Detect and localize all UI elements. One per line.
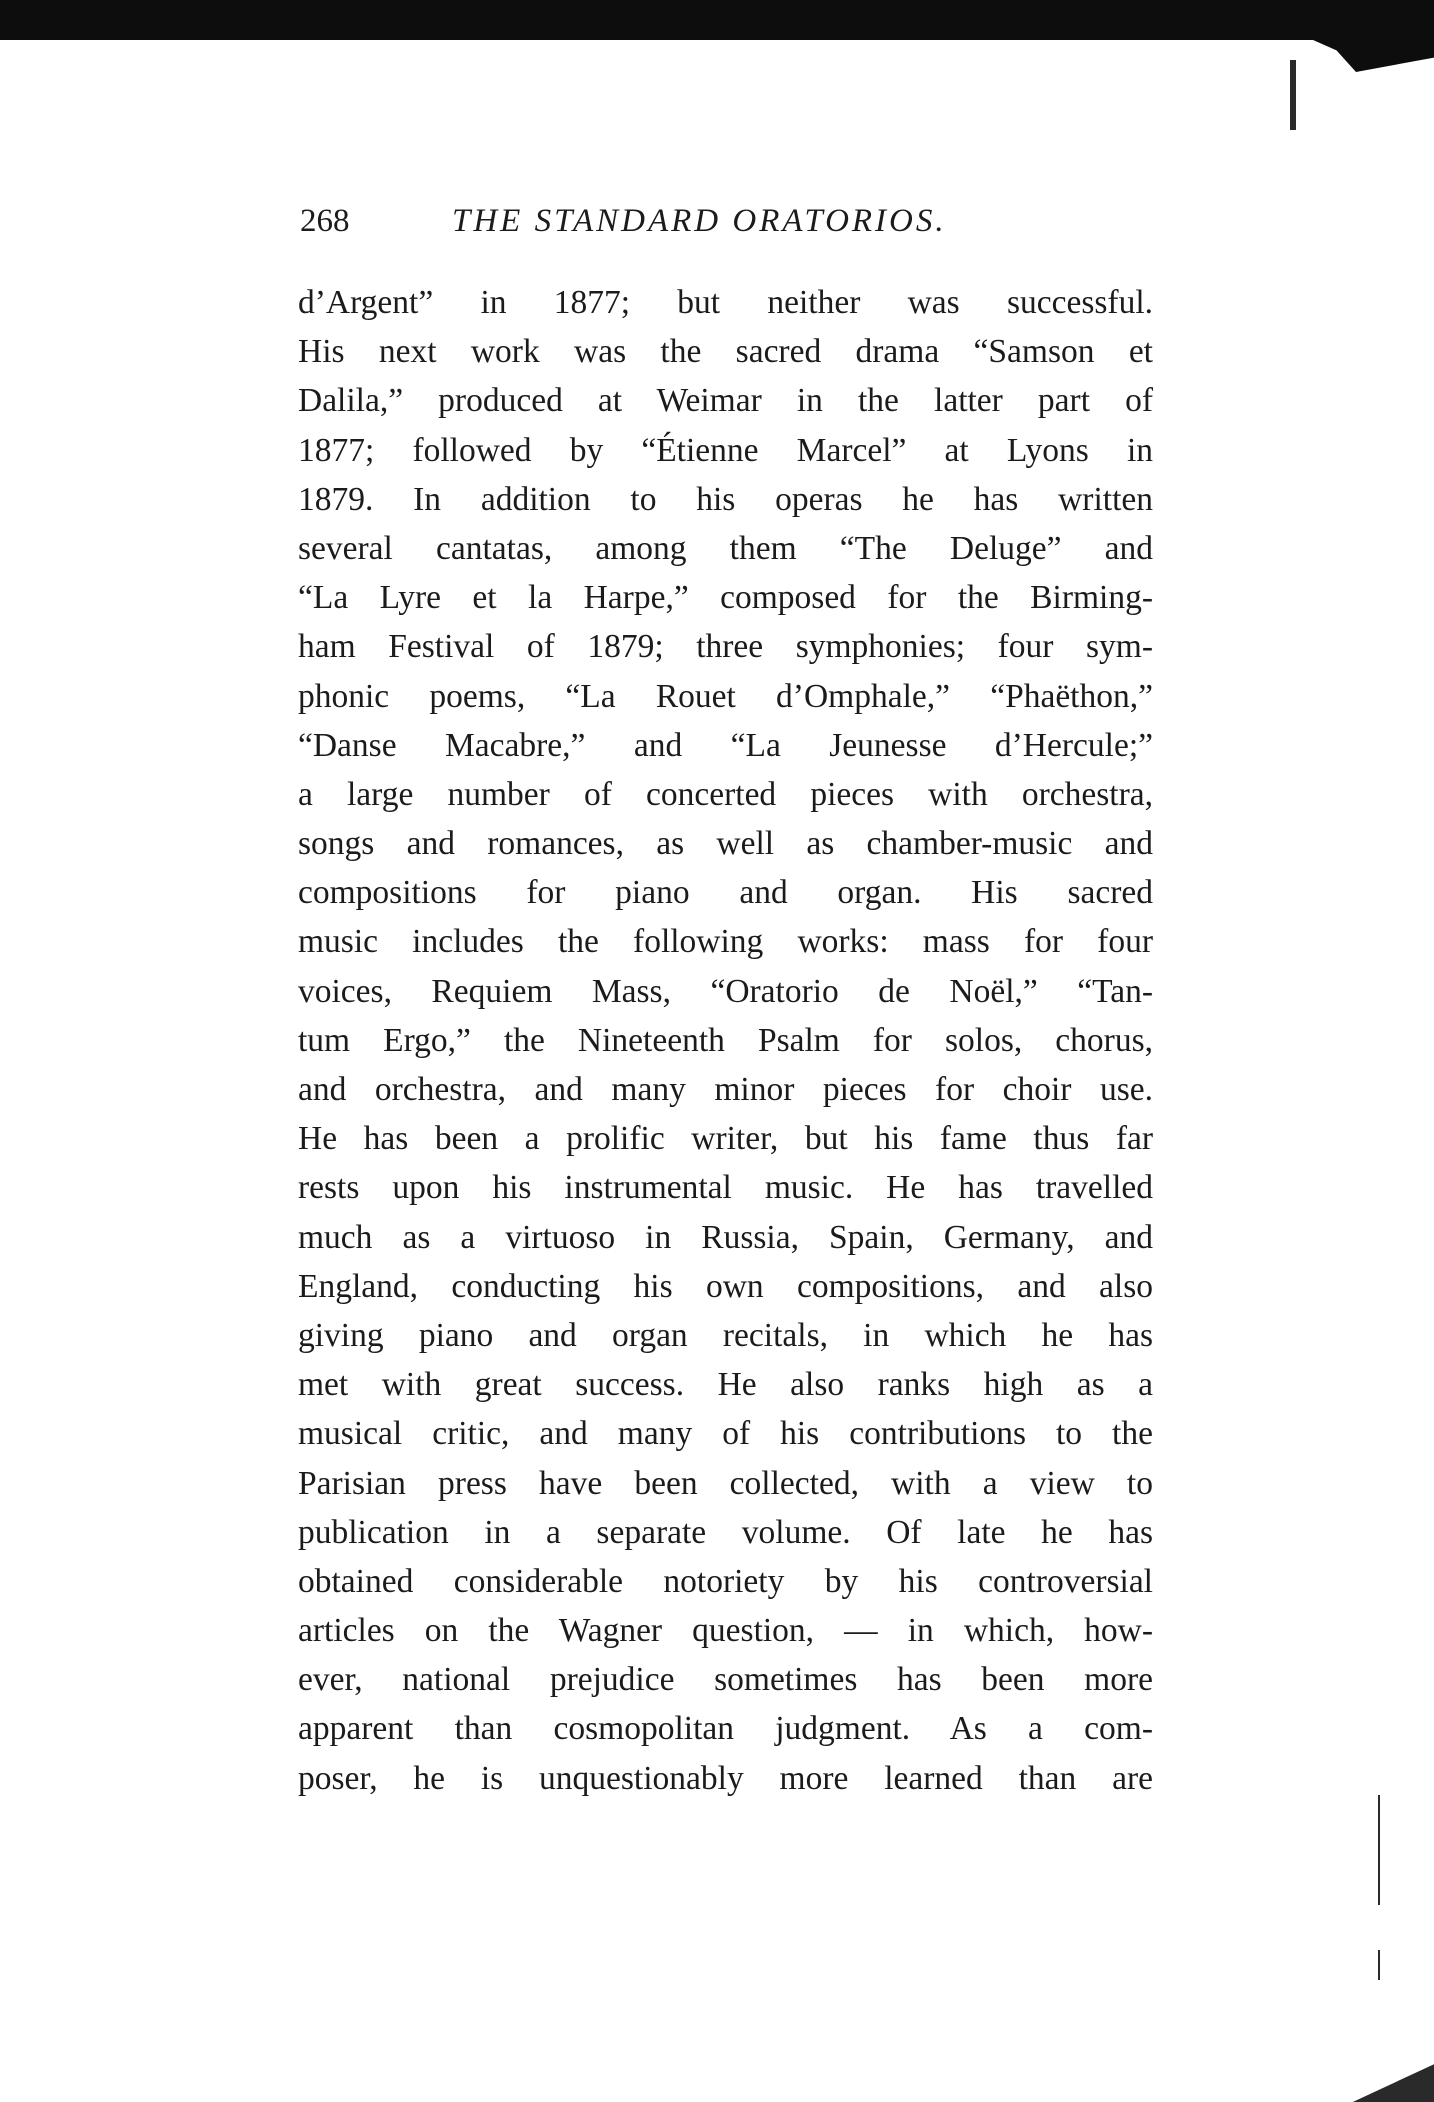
text-line: phonic poems, “La Rouet d’Omphale,” “Phaëthon,” [298, 677, 1153, 715]
text-line: poser, he is unquestionably more learned than are [298, 1759, 1153, 1797]
page-number: 268 [300, 203, 350, 239]
text-line: musical critic, and many of his contributions to the [298, 1415, 1153, 1453]
scan-edge-mark-lower [1378, 1950, 1380, 1980]
text-line: giving piano and organ recitals, in which he has [298, 1316, 1153, 1354]
text-line: England, conducting his own compositions, and also [298, 1267, 1153, 1305]
text-line: a large number of concerted pieces with orchestra, [298, 775, 1153, 813]
text-line: ever, national prejudice sometimes has been more [298, 1661, 1153, 1699]
text-line: obtained considerable notoriety by his controversial [298, 1562, 1153, 1600]
text-line: His next work was the sacred drama “Samson et [298, 333, 1153, 371]
scan-edge-mark-middle [1378, 1795, 1380, 1905]
text-line: rests upon his instrumental music. He has travelled [298, 1169, 1153, 1207]
text-line: d’Argent” in 1877; but neither was successful. [298, 284, 1153, 321]
scan-edge-mark-top [1290, 60, 1296, 130]
text-line: voices, Requiem Mass, “Oratorio de Noël,” “Tan- [298, 972, 1153, 1010]
text-line: tum Ergo,” the Nineteenth Psalm for solos, chorus, [298, 1021, 1153, 1059]
text-line: songs and romances, as well as chamber-music and [298, 825, 1153, 863]
running-title: THE STANDARD ORATORIOS. [452, 203, 947, 239]
scan-top-border-corner [1304, 36, 1434, 72]
text-line: 1879. In addition to his operas he has written [298, 480, 1153, 518]
text-line: much as a virtuoso in Russia, Spain, Germany, and [298, 1218, 1153, 1256]
text-line: music includes the following works: mass for four [298, 923, 1153, 961]
text-line: articles on the Wagner question, — in which, how- [298, 1612, 1153, 1650]
text-line: ham Festival of 1879; three symphonies; four sym- [298, 628, 1153, 666]
text-line: “Danse Macabre,” and “La Jeunesse d’Hercule;” [298, 726, 1153, 764]
text-line: apparent than cosmopolitan judgment. As a com- [298, 1710, 1153, 1748]
scan-top-border [0, 0, 1434, 40]
text-line: 1877; followed by “Étienne Marcel” at Lyons in [298, 431, 1153, 469]
text-line: several cantatas, among them “The Deluge” and [298, 529, 1153, 567]
text-line: Parisian press have been collected, with a view to [298, 1464, 1153, 1502]
body-text [298, 278, 1153, 1803]
page-header [300, 196, 1160, 246]
text-line: and orchestra, and many minor pieces for choir use. [298, 1071, 1153, 1108]
text-line: compositions for piano and organ. His sacred [298, 874, 1153, 912]
text-line: publication in a separate volume. Of late he has [298, 1513, 1153, 1551]
text-line: He has been a prolific writer, but his fame thus far [298, 1120, 1153, 1158]
text-line: met with great success. He also ranks high as a [298, 1366, 1153, 1404]
text-line: Dalila,” produced at Weimar in the latter part of [298, 382, 1153, 420]
text-line: “La Lyre et la Harpe,” composed for the Birming- [298, 579, 1153, 617]
scan-edge-mark-bottom [1318, 2060, 1434, 2102]
